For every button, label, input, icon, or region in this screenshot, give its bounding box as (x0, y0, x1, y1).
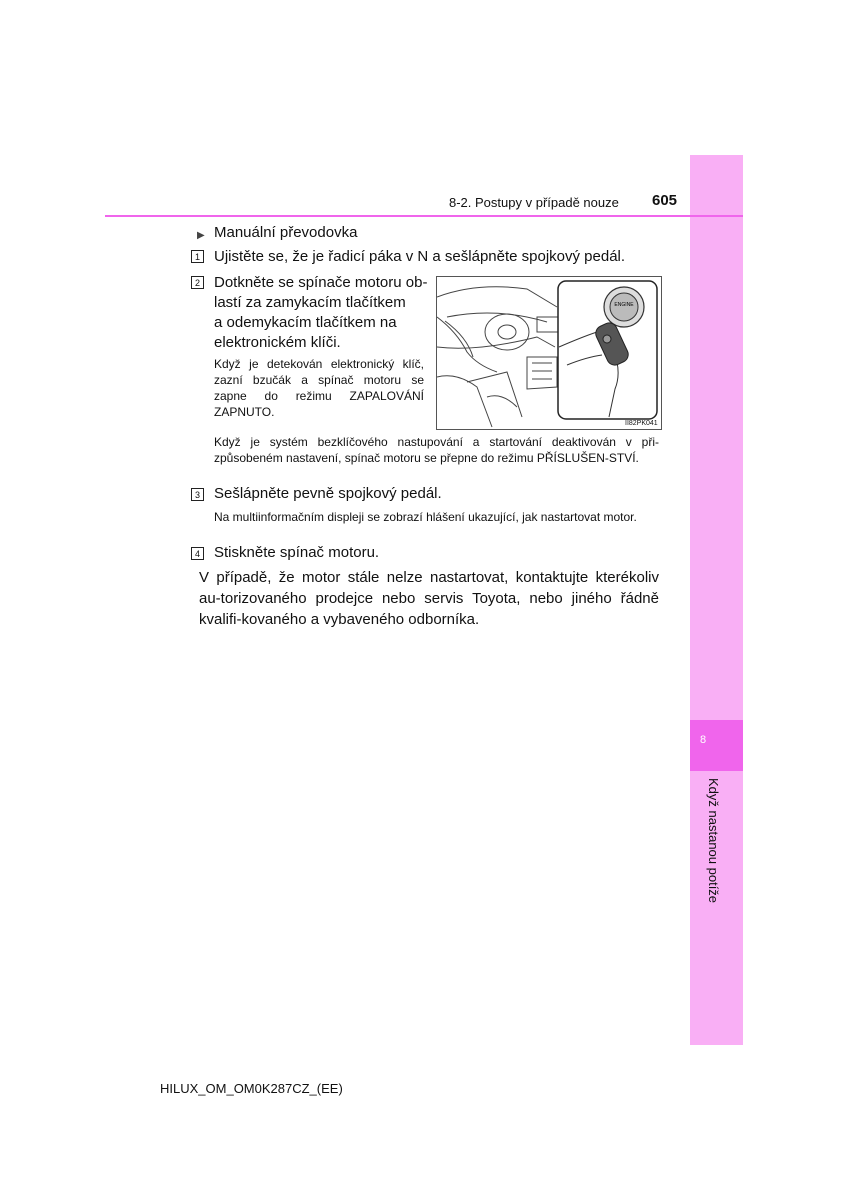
header-section-title: 8-2. Postupy v případě nouze (449, 195, 619, 210)
step-4-text: Stiskněte spínač motoru. (214, 544, 380, 561)
step-2-line: Dotkněte se spínače motoru ob- (214, 274, 428, 291)
step-3-text: Sešlápněte pevně spojkový pedál. (214, 485, 442, 502)
page-number: 605 (652, 192, 678, 209)
step-2-text (214, 273, 428, 353)
engine-button-label: ENGINE (614, 302, 634, 308)
triangle-bullet-icon: ▶ (197, 230, 205, 241)
subheading: Manuální převodovka (214, 224, 358, 241)
step-number-box: 2 (191, 276, 204, 289)
header-divider (105, 215, 743, 217)
side-tab-body (690, 218, 743, 1045)
step-2-line: a odemykacím tlačítkem na (214, 314, 397, 331)
figure-code: II82PK041 (625, 420, 658, 427)
closing-paragraph: V případě, že motor stále nelze nastartovat, kontaktujte kterékoliv au-torizovaného prodejce nebo servis Toyota, nebo jiného řádně kvalifi-kovaného a vybaveného odborníka. (199, 569, 659, 628)
step-2-line: lastí za zamykacím tlačítkem (214, 294, 406, 311)
step-number-box: 1 (191, 250, 204, 263)
step-2-note-b: Když je systém bezklíčového nastupování a startování deaktivován v při-způsobeném nastavení, spínač motoru se přepne do režimu PŘÍSLUŠEN-STVÍ. (214, 435, 659, 465)
chapter-number: 8 (700, 734, 707, 746)
chapter-marker[interactable] (690, 720, 743, 771)
step-number-box: 4 (191, 547, 204, 560)
chapter-title: Když nastanou potíže (706, 778, 721, 904)
car-interior-illustration (437, 277, 661, 429)
step-number-box: 3 (191, 488, 204, 501)
step-1-text: Ujistěte se, že je řadicí páka v N a sešlápněte spojkový pedál. (214, 248, 626, 265)
document-code: HILUX_OM_OM0K287CZ_(EE) (160, 1081, 343, 1096)
side-tab-top (690, 155, 743, 218)
step-2-line: elektronickém klíči. (214, 334, 341, 351)
illustration-engine-switch (436, 276, 662, 430)
step-2-note: Když je detekován elektronický klíč, zazní bzučák a spínač motoru se zapne do režimu ZAPALOVÁNÍ ZAPNUTO. (214, 357, 424, 419)
step-3-note: Na multiinformačním displeji se zobrazí hlášení ukazující, jak nastartovat motor. (214, 510, 637, 524)
